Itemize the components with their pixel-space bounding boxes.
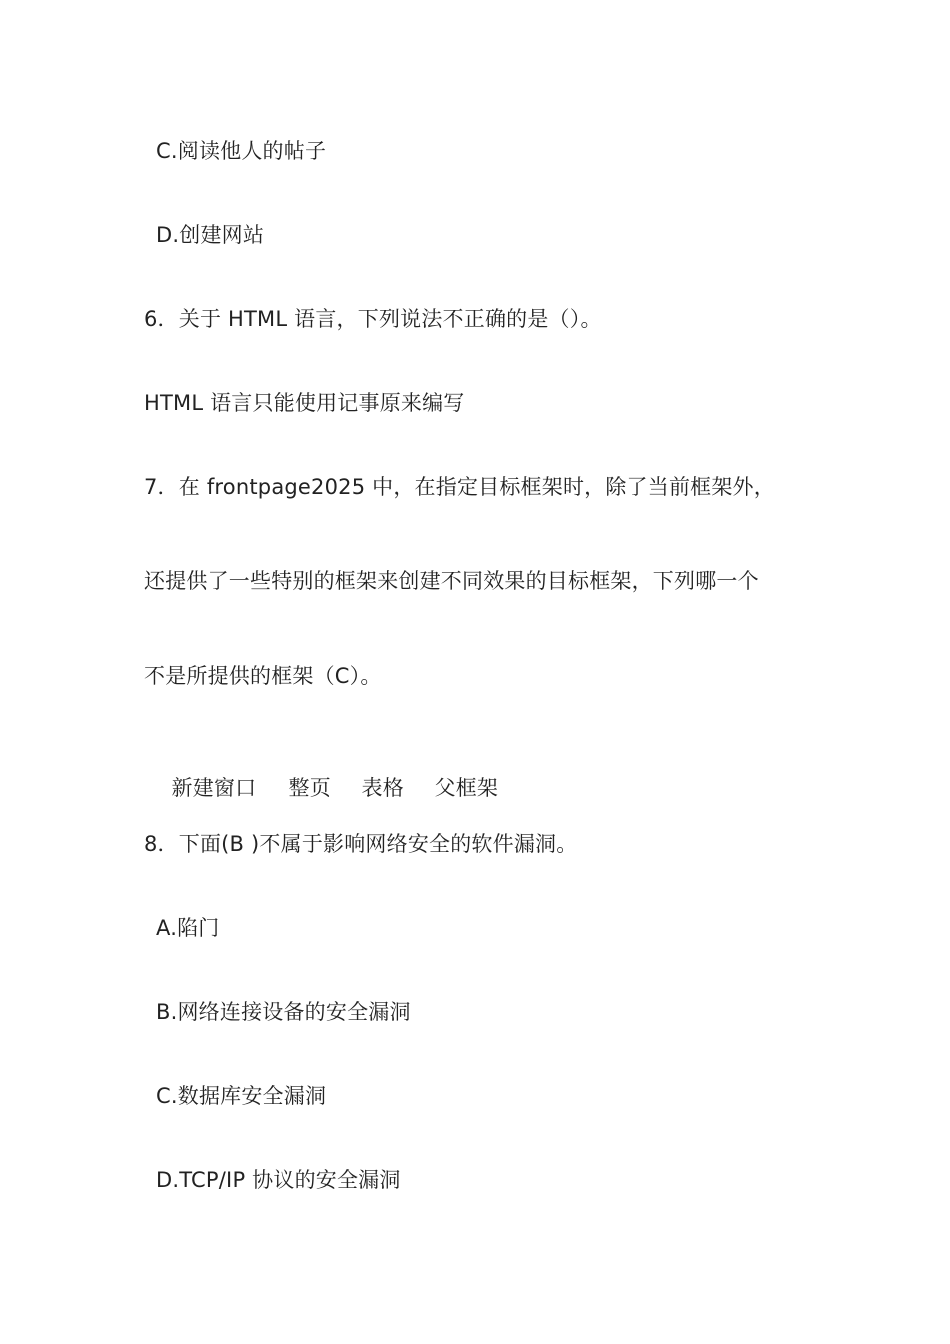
q8-option-a: A.陷门 xyxy=(156,916,220,940)
q7-question-line2: 还提供了一些特别的框架来创建不同效果的目标框架，下列哪一个 xyxy=(144,569,759,593)
q7-choice-d: 父框架 xyxy=(434,776,499,800)
q7-choices xyxy=(144,746,498,830)
q7-question-line3: 不是所提供的框架（C）。 xyxy=(144,664,382,688)
q6-question: 6．关于 HTML 语言，下列说法不正确的是（）。 xyxy=(144,307,602,331)
q5-option-d: D.创建网站 xyxy=(156,223,265,247)
q8-option-c: C.数据库安全漏洞 xyxy=(156,1084,327,1108)
q8-question: 8．下面(B )不属于影响网络安全的软件漏洞。 xyxy=(144,832,578,856)
q7-choice-a: 新建窗口 xyxy=(171,776,257,800)
q5-option-c: C.阅读他人的帖子 xyxy=(156,139,327,163)
q8-option-b: B.网络连接设备的安全漏洞 xyxy=(156,1000,411,1024)
q7-choice-b: 整页 xyxy=(288,776,331,800)
q6-answer: HTML 语言只能使用记事原来编写 xyxy=(144,391,465,415)
q8-option-d: D.TCP/IP 协议的安全漏洞 xyxy=(156,1168,401,1192)
q7-choice-c: 表格 xyxy=(361,776,404,800)
q7-question-line1: 7．在 frontpage2025 中，在指定目标框架时，除了当前框架外， xyxy=(144,475,775,499)
